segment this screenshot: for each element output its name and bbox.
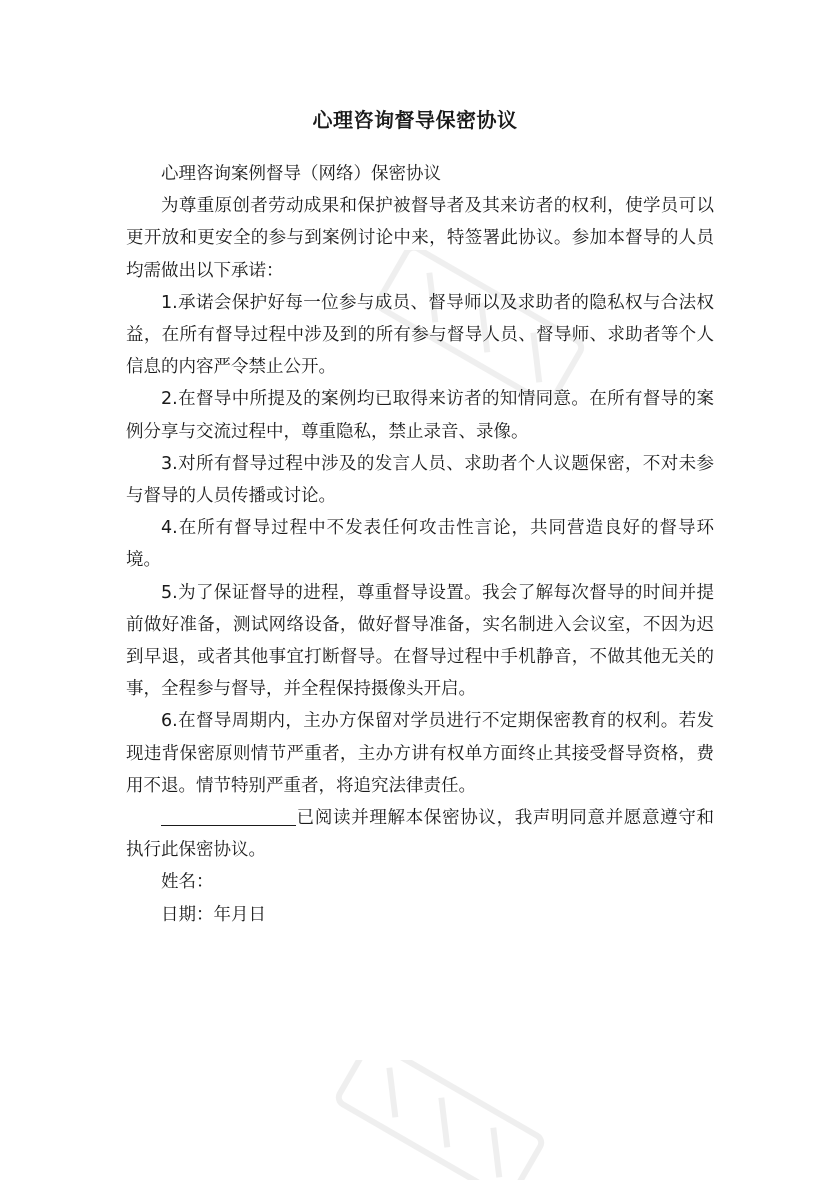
signature-blank[interactable] (161, 808, 296, 827)
clause-6: 6.在督导周期内，主办方保留对学员进行不定期保密教育的权利。若发现违背保密原则情节严重者，主办方讲有权单方面终止其接受督导资格，费用不退。情节特别严重者，将追究法律责任。 (126, 711, 714, 796)
clause-3: 3.对所有督导过程中涉及的发言人员、求助者个人议题保密，不对未参与督导的人员传播或讨论。 (126, 453, 714, 507)
page-title: 心理咨询督导保密协议 (312, 108, 518, 132)
clause-4: 4.在所有督导过程中不发表任何攻击性言论，共同营造良好的督导环境。 (126, 518, 714, 571)
declaration-text: 已阅读并理解本保密协议，我声明同意并愿意遵守和执行此保密协议。 (126, 808, 714, 861)
name-line: 姓名： (161, 872, 214, 893)
intro-paragraph: 为尊重原创者劳动成果和保护被督导者及其来访者的权利，使学员可以更开放和更安全的参与到案例讨论中来，特签署此协议。参加本督导的人员均需做出以下承诺： (126, 196, 714, 281)
clause-5: 5.为了保证督导的进程，尊重督导设置。我会了解每次督导的时间并提前做好准备，测试网络设备，做好督导准备，实名制进入会议室，不因为迟到早退，或者其他事宜打断督导。在督导过程中手机静音，不做其他无关的事，全程参与督导，并全程保持摄像头开启。 (126, 582, 714, 700)
document-body (126, 158, 714, 931)
subtitle: 心理咨询案例督导（网络）保密协议 (161, 164, 441, 184)
date-line: 日期：年月日 (161, 904, 266, 925)
clause-1: 1.承诺会保护好每一位参与成员、督导师以及求助者的隐私权与合法权益，在所有督导过程中涉及到的所有参与督导人员、督导师、求助者等个人信息的内容严令禁止公开。 (126, 292, 714, 378)
clause-2: 2.在督导中所提及的案例均已取得来访者的知情同意。在所有督导的案例分享与交流过程中，尊重隐私，禁止录音、录像。 (126, 389, 714, 442)
watermark-icon (320, 1060, 560, 1180)
declaration-paragraph (126, 802, 714, 866)
